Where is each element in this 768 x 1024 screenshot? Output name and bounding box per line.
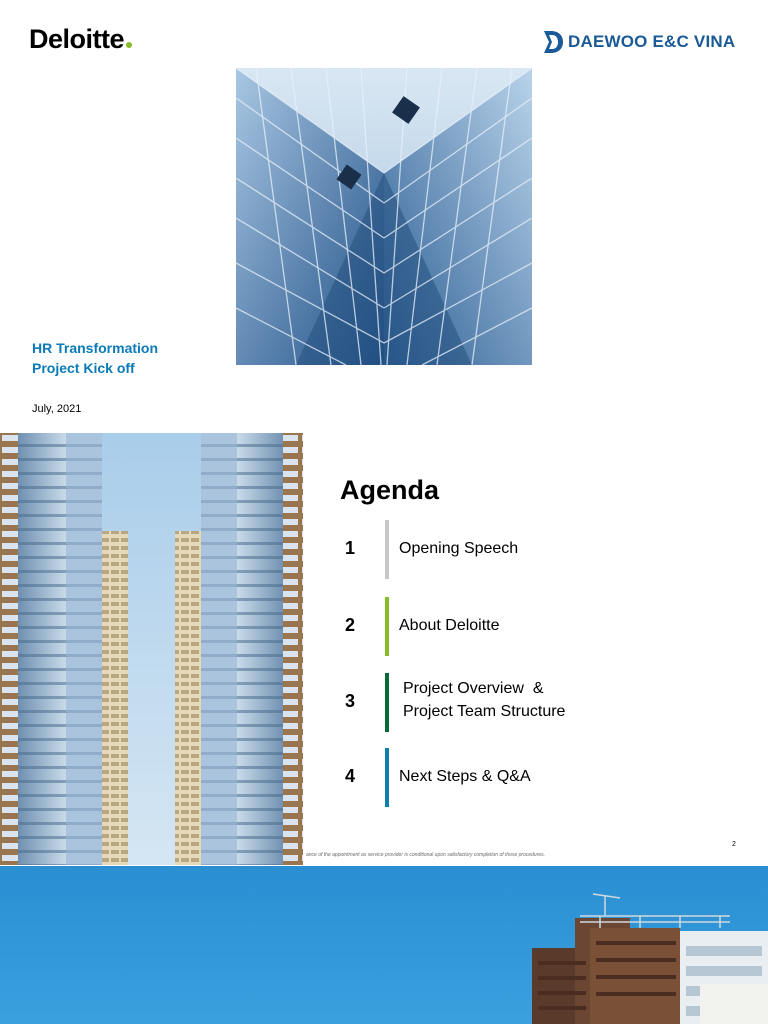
agenda-label <box>399 765 531 788</box>
project-title-line1: HR Transformation <box>32 340 159 356</box>
towers-photo <box>0 433 303 865</box>
agenda-label-line: Next Steps & Q&A <box>399 768 531 785</box>
daewoo-logo-text: DAEWOO E&C VINA <box>568 32 736 51</box>
agenda-divider-bar <box>385 597 389 656</box>
agenda-number: 4 <box>345 766 356 786</box>
slide-agenda <box>0 433 768 865</box>
deloitte-logo <box>29 24 132 55</box>
slide-cover <box>0 0 768 432</box>
agenda-label-line: Opening Speech <box>399 540 519 557</box>
agenda-label-line: Project Overview & <box>403 680 544 697</box>
agenda-label <box>399 614 500 637</box>
project-date: July, 2021 <box>32 403 82 415</box>
agenda-item-1 <box>340 518 740 578</box>
agenda-number: 2 <box>345 615 356 635</box>
project-title-line2: Project Kick off <box>32 360 135 376</box>
agenda-item-3 <box>340 671 740 731</box>
daewoo-mark-icon <box>541 29 565 55</box>
deloitte-green-dot <box>126 42 132 48</box>
project-title <box>32 338 158 378</box>
deloitte-logo-text: Deloitte <box>29 24 125 54</box>
agenda-item-4 <box>340 746 740 806</box>
glass-building-photo <box>236 68 532 365</box>
daewoo-logo <box>541 29 735 55</box>
agenda-divider-bar <box>385 520 389 579</box>
agenda-number: 3 <box>345 691 356 711</box>
slide-partial-photo <box>0 866 768 1024</box>
agenda-divider-bar <box>385 748 389 807</box>
agenda-label-line: Project Team Structure <box>403 703 566 720</box>
agenda-label-line: About Deloitte <box>399 617 500 634</box>
agenda-label <box>399 537 518 560</box>
agenda-number: 1 <box>345 538 356 558</box>
agenda-label <box>403 677 565 723</box>
page-number: 2 <box>732 841 736 848</box>
building-sky-photo <box>0 866 768 1024</box>
footer-disclaimer: ance of the appointment as service provider is conditional upon satisfactory completion of those procedures. <box>306 852 546 858</box>
agenda-heading: Agenda <box>340 475 440 505</box>
agenda-divider-bar <box>385 673 389 732</box>
agenda-item-2 <box>340 595 740 655</box>
